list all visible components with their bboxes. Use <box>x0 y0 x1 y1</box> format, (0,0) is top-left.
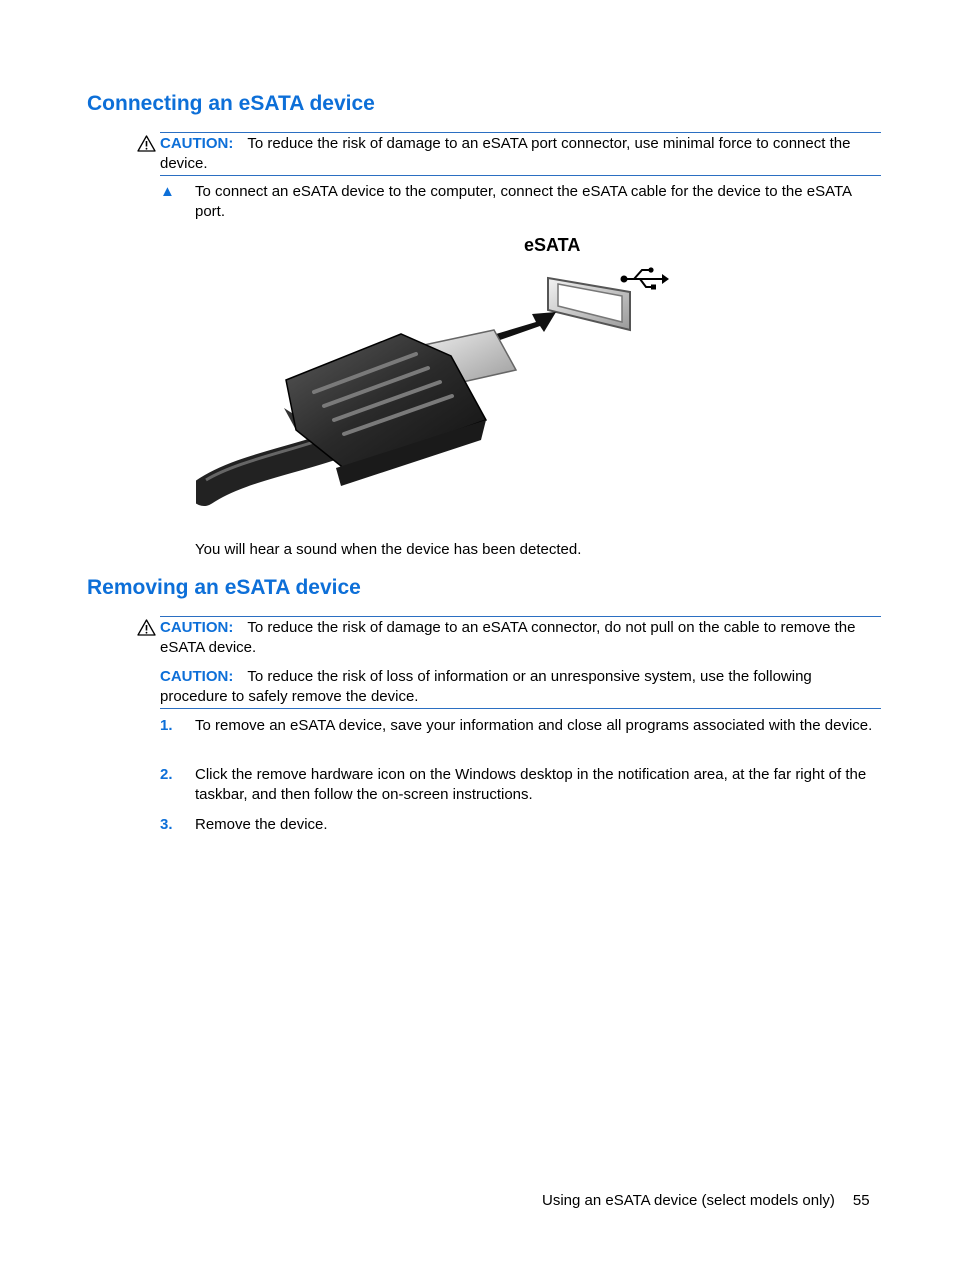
step-text: Remove the device. <box>195 816 328 833</box>
step-text: To connect an eSATA device to the computer, connect the eSATA cable for the device to the eSATA port. <box>195 183 852 220</box>
step-text: To remove an eSATA device, save your information and close all programs associated with the device. <box>195 717 873 734</box>
detection-note: You will hear a sound when the device has been detected. <box>195 541 582 558</box>
caution-box <box>160 132 881 176</box>
warning-triangle-icon <box>137 619 156 636</box>
heading-connecting-esata: Connecting an eSATA device <box>87 92 375 115</box>
step-number: 2. <box>160 766 173 783</box>
step-text: Click the remove hardware icon on the Windows desktop in the notification area, at the far right of the taskbar, and then follow the on-screen instructions. <box>195 766 867 803</box>
page-number: 55 <box>852 1192 870 1209</box>
step-number: 1. <box>160 717 173 734</box>
warning-triangle-icon <box>137 135 156 152</box>
caution-box <box>160 666 881 709</box>
step-number: 3. <box>160 816 173 833</box>
caution-box <box>160 616 881 659</box>
list-item <box>160 815 882 835</box>
esata-connector-illustration <box>196 230 676 520</box>
esata-port-label: eSATA <box>524 235 581 255</box>
page-footer <box>542 1192 870 1209</box>
caution-text: To reduce the risk of damage to an eSATA port connector, use minimal force to connect the device. <box>160 135 851 172</box>
cable <box>204 445 336 492</box>
caution-text: To reduce the risk of damage to an eSATA connector, do not pull on the cable to remove the eSATA device. <box>160 619 856 656</box>
caution-text: To reduce the risk of loss of information or an unresponsive system, use the following procedure to safely remove the device. <box>160 668 812 705</box>
list-item <box>160 765 882 805</box>
heading-removing-esata: Removing an eSATA device <box>87 576 361 599</box>
footer-title: Using an eSATA device (select models only) <box>542 1192 835 1209</box>
usb-icon <box>620 266 670 292</box>
step-item <box>160 182 882 222</box>
esata-port <box>548 278 630 330</box>
step-marker-icon: ▲ <box>160 183 175 200</box>
list-item <box>160 716 882 736</box>
caution-label: CAUTION: <box>160 668 234 685</box>
insert-arrow-icon <box>496 312 556 340</box>
caution-label: CAUTION: <box>160 135 234 152</box>
caution-label: CAUTION: <box>160 619 234 636</box>
